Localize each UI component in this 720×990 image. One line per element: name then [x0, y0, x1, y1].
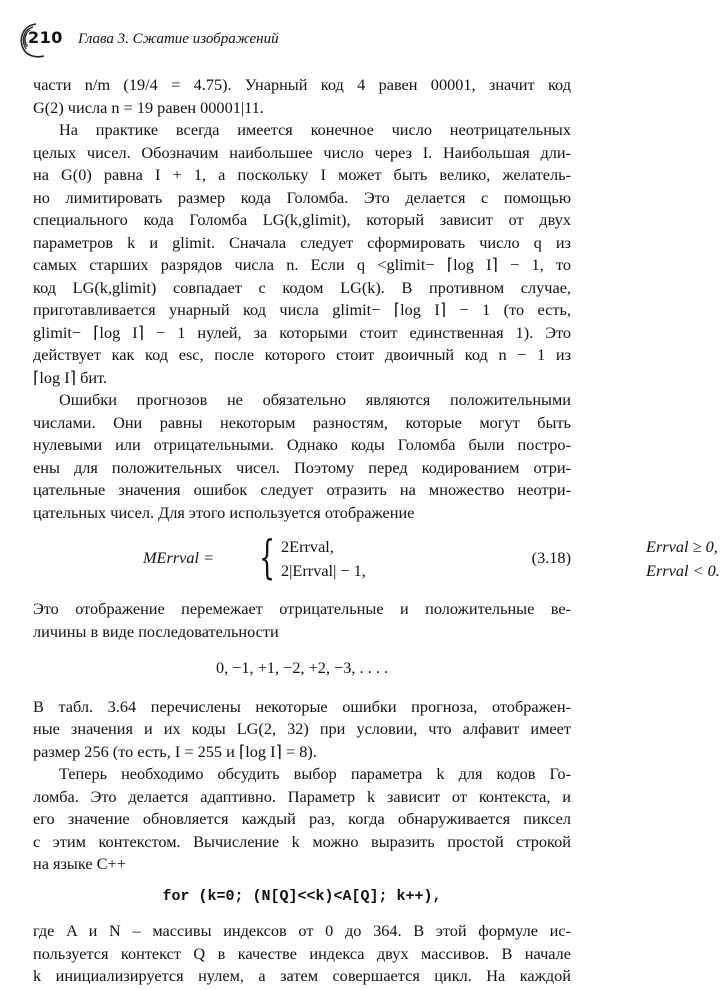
text-line: На практике всегда имеется конечное число неотрицательных: [59, 120, 571, 139]
text-line: ломба. Это делается адаптивно. Параметр k зависит от контекста, и: [33, 786, 571, 806]
text-line: ⌈log I⌉ бит.: [33, 367, 108, 387]
text-line: части n/m (19/4 = 4.75). Унарный код 4 равен 00001, значит код: [33, 75, 571, 94]
text-line: приготавливается унарный код числа glimit− ⌈log I⌉ − 1 (то есть,: [33, 300, 571, 319]
paragraph: [33, 389, 571, 524]
equation-3-18: [33, 530, 720, 586]
text-line: код LG(k,glimit) совпадает с кодом LG(k). В противном случае,: [33, 277, 571, 297]
paragraphs: [33, 74, 571, 524]
text-line: личины в виде последовательности: [33, 621, 279, 641]
text-line: специального кода Голомба LG(k,glimit), который зависит от двух: [33, 210, 571, 229]
case-2-value: 2|Errval| − 1,: [281, 561, 366, 580]
equation-case-2: [281, 560, 720, 583]
case-2-condition: Errval < 0.: [646, 561, 720, 580]
left-brace: {: [259, 530, 276, 584]
text-line: цательные значения ошибок следует отразить на множество неотри-: [33, 480, 571, 499]
equation-number: (3.18): [531, 548, 571, 567]
sequence-formula: 0, −1, +1, −2, +2, −3, . . . .: [215, 658, 389, 677]
page-number: 210: [28, 28, 63, 47]
text-line: самых старших разрядов числа n. Если q <glimit− ⌈log I⌉ − 1, то: [33, 255, 571, 274]
text-line: с этим контекстом. Вычисление k можно выразить простой строкой: [33, 831, 571, 851]
running-head: Глава 3. Сжатие изображений: [78, 31, 279, 47]
text-line: размер 256 (то есть, I = 255 и ⌈log I⌉ = 8).: [33, 741, 317, 761]
text-line: пользуется контекст Q в качестве индекса двух массивов. В начале: [33, 943, 571, 963]
main-text: [33, 74, 720, 988]
equation-lhs: MErrval =: [143, 548, 215, 567]
text-line: его значение обновляется каждый раз, когда обнаруживается пиксел: [33, 809, 571, 828]
paragraph: [33, 74, 571, 119]
text-line: действует как код esc, после которого стоит двоичный код n − 1 из: [33, 345, 571, 364]
paragraph-after-formula: [33, 598, 571, 643]
text-line: нулевыми или отрицательными. Однако коды Голомба были постро-: [33, 435, 571, 454]
paragraph-final: [33, 920, 571, 988]
text-line: k инициализируется нулем, а затем совершается цикл. На каждой: [33, 966, 571, 985]
text-line: ные значения и их коды LG(2, 32) при условии, что алфавит имеет: [33, 719, 571, 738]
text-line: на G(0) равна I + 1, а поскольку I может быть велико, желатель-: [33, 165, 571, 184]
text-line: целых чисел. Обозначим наибольшее число через I. Наибольшая дли-: [33, 142, 571, 162]
paragraph: [33, 119, 571, 389]
text-line: glimit− ⌈log I⌉ − 1 нулей, за которыми стоит единственная 1). Это: [33, 322, 571, 342]
text-line: где A и N – массивы индексов от 0 до 364. В этой формуле ис-: [33, 921, 571, 940]
code-line: for (k=0; (N[Q]<<k)<A[Q]; k++),: [162, 887, 442, 905]
text-line: на языке C++: [33, 854, 126, 873]
text-line: ены для положительных чисел. Поэтому перед кодированием отри-: [33, 457, 571, 477]
text-line: цательных чисел. Для этого используется отображение: [33, 502, 415, 522]
paragraph-parameter-k: [33, 763, 571, 876]
page-header: [14, 20, 614, 60]
text-line: но лимитировать размер кода Голомба. Это делается с помощью: [33, 187, 571, 207]
text-line: Теперь необходимо обсудить выбор параметра k для кодов Го-: [59, 764, 571, 783]
paragraph-table-reference: [33, 696, 571, 764]
text-line: параметров k и glimit. Сначала следует сформировать число q из: [33, 232, 571, 252]
case-1-value: 2Errval,: [281, 537, 334, 556]
text-line: G(2) числа n = 19 равен 00001|11.: [33, 97, 264, 117]
text-line: числами. Они равны некоторым разностям, которые могут быть: [33, 412, 571, 432]
text-line: Это отображение перемежает отрицательные и положительные ве-: [33, 599, 571, 618]
case-1-condition: Errval ≥ 0,: [646, 537, 718, 556]
text-line: В табл. 3.64 перечислены некоторые ошибки прогноза, отображен-: [33, 696, 571, 716]
text-line: Ошибки прогнозов не обязательно являются положительными: [59, 390, 571, 409]
